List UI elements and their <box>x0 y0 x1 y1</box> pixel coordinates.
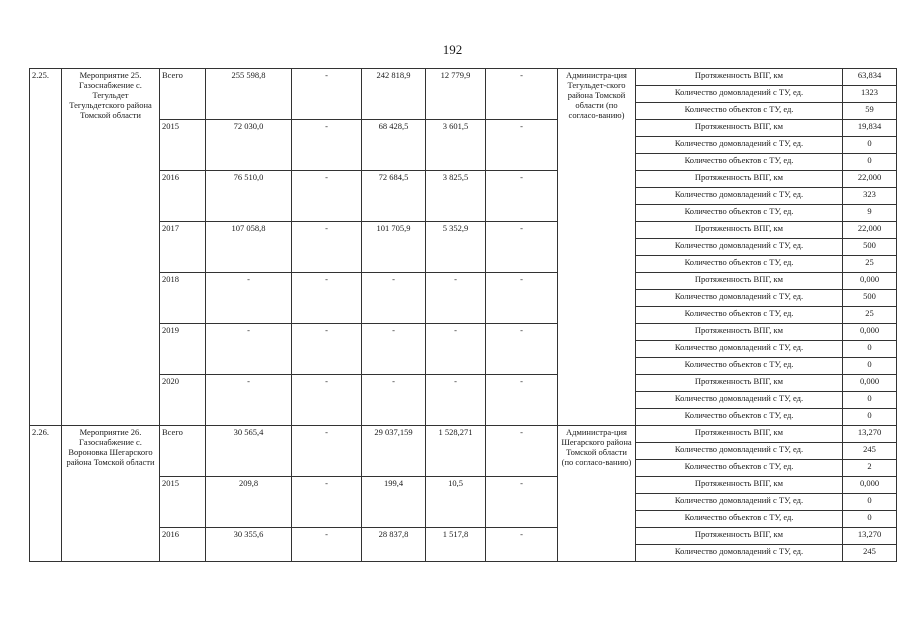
year-cell: Всего <box>160 426 206 477</box>
table-row <box>30 375 897 392</box>
indicator-name: Количество домовладений с ТУ, ед. <box>636 545 843 562</box>
federal-cell: - <box>292 171 362 222</box>
indicator-name: Протяженность ВПГ, км <box>636 324 843 341</box>
local-cell: 10,5 <box>426 477 486 528</box>
indicator-name: Количество домовладений с ТУ, ед. <box>636 86 843 103</box>
other-cell: - <box>486 171 558 222</box>
year-cell: 2019 <box>160 324 206 375</box>
indicator-name: Количество объектов с ТУ, ед. <box>636 511 843 528</box>
year-cell: Всего <box>160 69 206 120</box>
local-cell: 3 601,5 <box>426 120 486 171</box>
year-cell: 2016 <box>160 528 206 562</box>
indicator-name: Протяженность ВПГ, км <box>636 222 843 239</box>
measure-name: Мероприятие 26. Газоснабжение с. Вороновка Шегарского района Томской области <box>62 426 160 562</box>
other-cell: - <box>486 69 558 120</box>
table-row <box>30 426 897 443</box>
indicator-value: 0,000 <box>843 273 897 290</box>
executor-cell: Администра-ция Шегарского района Томской области (по согласо-ванию) <box>558 426 636 562</box>
table-row <box>30 273 897 290</box>
federal-cell: - <box>292 426 362 477</box>
measure-number: 2.25. <box>30 69 62 426</box>
indicator-value: 0 <box>843 358 897 375</box>
regional-cell: 72 684,5 <box>362 171 426 222</box>
indicator-value: 0 <box>843 511 897 528</box>
indicator-name: Протяженность ВПГ, км <box>636 528 843 545</box>
indicator-value: 13,270 <box>843 528 897 545</box>
indicator-name: Количество объектов с ТУ, ед. <box>636 460 843 477</box>
indicator-value: 2 <box>843 460 897 477</box>
indicator-value: 25 <box>843 256 897 273</box>
indicator-name: Протяженность ВПГ, км <box>636 120 843 137</box>
indicator-value: 323 <box>843 188 897 205</box>
other-cell: - <box>486 375 558 426</box>
indicator-name: Количество домовладений с ТУ, ед. <box>636 239 843 256</box>
regional-cell: - <box>362 375 426 426</box>
table-row <box>30 69 897 86</box>
federal-cell: - <box>292 69 362 120</box>
total-cell: 209,8 <box>206 477 292 528</box>
regional-cell: 101 705,9 <box>362 222 426 273</box>
indicator-value: 9 <box>843 205 897 222</box>
indicator-name: Количество домовладений с ТУ, ед. <box>636 290 843 307</box>
year-cell: 2016 <box>160 171 206 222</box>
indicator-value: 500 <box>843 239 897 256</box>
indicator-value: 0,000 <box>843 324 897 341</box>
other-cell: - <box>486 324 558 375</box>
local-cell: - <box>426 375 486 426</box>
regional-cell: 29 037,159 <box>362 426 426 477</box>
indicator-name: Протяженность ВПГ, км <box>636 477 843 494</box>
local-cell: 3 825,5 <box>426 171 486 222</box>
other-cell: - <box>486 477 558 528</box>
table-row <box>30 477 897 494</box>
regional-cell: 199,4 <box>362 477 426 528</box>
table-row <box>30 120 897 137</box>
indicator-name: Протяженность ВПГ, км <box>636 375 843 392</box>
indicator-value: 500 <box>843 290 897 307</box>
indicator-name: Количество объектов с ТУ, ед. <box>636 358 843 375</box>
local-cell: 1 528,271 <box>426 426 486 477</box>
indicator-name: Количество домовладений с ТУ, ед. <box>636 443 843 460</box>
total-cell: 76 510,0 <box>206 171 292 222</box>
year-cell: 2018 <box>160 273 206 324</box>
measure-name: Мероприятие 25. Газоснабжение с. Тегульдет Тегульдетского района Томской области <box>62 69 160 426</box>
other-cell: - <box>486 273 558 324</box>
indicator-name: Количество объектов с ТУ, ед. <box>636 154 843 171</box>
indicator-value: 0,000 <box>843 477 897 494</box>
regional-cell: 68 428,5 <box>362 120 426 171</box>
total-cell: - <box>206 273 292 324</box>
indicator-value: 1323 <box>843 86 897 103</box>
local-cell: - <box>426 324 486 375</box>
indicator-value: 22,000 <box>843 222 897 239</box>
regional-cell: 28 837,8 <box>362 528 426 562</box>
total-cell: 255 598,8 <box>206 69 292 120</box>
indicator-name: Количество домовладений с ТУ, ед. <box>636 188 843 205</box>
federal-cell: - <box>292 477 362 528</box>
federal-cell: - <box>292 273 362 324</box>
indicator-value: 59 <box>843 103 897 120</box>
year-cell: 2020 <box>160 375 206 426</box>
federal-cell: - <box>292 222 362 273</box>
indicator-name: Количество домовладений с ТУ, ед. <box>636 392 843 409</box>
table-row <box>30 324 897 341</box>
indicator-name: Количество объектов с ТУ, ед. <box>636 307 843 324</box>
indicator-value: 0 <box>843 154 897 171</box>
indicator-value: 0,000 <box>843 375 897 392</box>
other-cell: - <box>486 120 558 171</box>
year-cell: 2015 <box>160 120 206 171</box>
federal-cell: - <box>292 120 362 171</box>
indicator-value: 22,000 <box>843 171 897 188</box>
total-cell: 107 058,8 <box>206 222 292 273</box>
federal-cell: - <box>292 375 362 426</box>
indicator-value: 245 <box>843 443 897 460</box>
local-cell: 12 779,9 <box>426 69 486 120</box>
regional-cell: - <box>362 324 426 375</box>
indicator-name: Количество объектов с ТУ, ед. <box>636 256 843 273</box>
indicator-value: 0 <box>843 137 897 154</box>
indicator-value: 63,834 <box>843 69 897 86</box>
indicator-name: Протяженность ВПГ, км <box>636 69 843 86</box>
indicator-value: 245 <box>843 545 897 562</box>
total-cell: 30 565,4 <box>206 426 292 477</box>
indicator-name: Количество объектов с ТУ, ед. <box>636 409 843 426</box>
federal-cell: - <box>292 528 362 562</box>
page-number: 192 <box>442 42 463 57</box>
indicator-value: 0 <box>843 341 897 358</box>
table-row <box>30 528 897 545</box>
indicator-value: 19,834 <box>843 120 897 137</box>
regional-cell: - <box>362 273 426 324</box>
table-row <box>30 222 897 239</box>
other-cell: - <box>486 426 558 477</box>
other-cell: - <box>486 222 558 273</box>
regional-cell: 242 818,9 <box>362 69 426 120</box>
other-cell: - <box>486 528 558 562</box>
federal-cell: - <box>292 324 362 375</box>
year-cell: 2015 <box>160 477 206 528</box>
indicator-value: 0 <box>843 494 897 511</box>
executor-cell: Администра-ция Тегульдет-ского района Томской области (по согласо-ванию) <box>558 69 636 426</box>
total-cell: - <box>206 375 292 426</box>
program-measures-table <box>29 68 897 562</box>
indicator-value: 0 <box>843 392 897 409</box>
indicator-name: Количество домовладений с ТУ, ед. <box>636 341 843 358</box>
year-cell: 2017 <box>160 222 206 273</box>
indicator-name: Количество объектов с ТУ, ед. <box>636 103 843 120</box>
total-cell: 30 355,6 <box>206 528 292 562</box>
indicator-value: 25 <box>843 307 897 324</box>
indicator-name: Протяженность ВПГ, км <box>636 171 843 188</box>
indicator-value: 0 <box>843 409 897 426</box>
local-cell: 1 517,8 <box>426 528 486 562</box>
indicator-name: Протяженность ВПГ, км <box>636 426 843 443</box>
local-cell: - <box>426 273 486 324</box>
total-cell: - <box>206 324 292 375</box>
indicator-name: Количество домовладений с ТУ, ед. <box>636 137 843 154</box>
indicator-value: 13,270 <box>843 426 897 443</box>
measure-number: 2.26. <box>30 426 62 562</box>
local-cell: 5 352,9 <box>426 222 486 273</box>
indicator-name: Протяженность ВПГ, км <box>636 273 843 290</box>
total-cell: 72 030,0 <box>206 120 292 171</box>
indicator-name: Количество объектов с ТУ, ед. <box>636 205 843 222</box>
indicator-name: Количество домовладений с ТУ, ед. <box>636 494 843 511</box>
table-row <box>30 171 897 188</box>
